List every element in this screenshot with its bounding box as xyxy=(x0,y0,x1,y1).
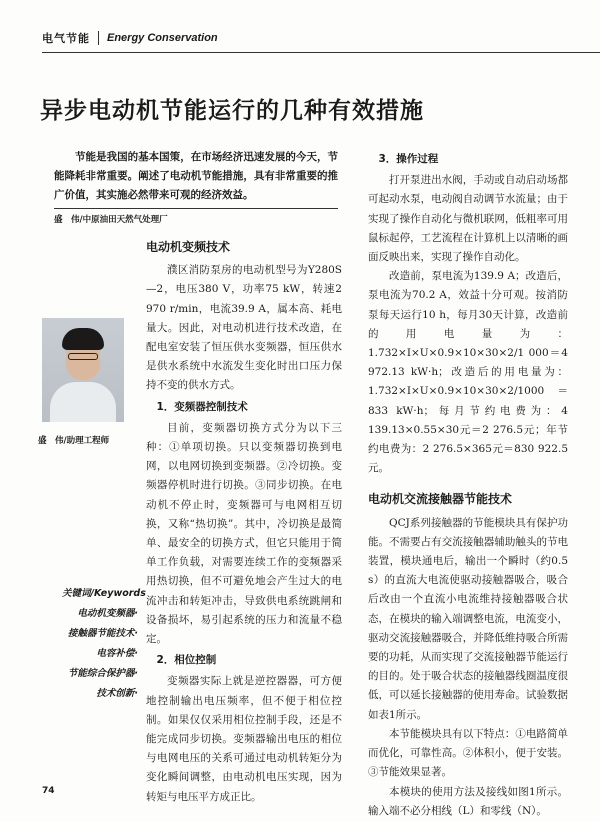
keyword-item: 节能综合保护器· xyxy=(67,668,138,679)
subsection-heading: 2．相位控制 xyxy=(156,654,217,667)
body-paragraph: QCJ系列接触器的节能模块具有保护功能。不需要占有交流接触器辅助触头的节电装置，模块通电后，输出一个瞬时（约0.5 s）的直流大电流使驱动接触器吸合，吸合后改由一个直流小电流维持接触器吸合状态，在模块的输入端调整电流，电流变小，驱动交流接触器吸合，并降低维持吸合所需要的功耗，从而实现了交流接触器节能运行的目的。处于吸合状态的接触器线圈温度很低，可以延长接触器的使用寿命。试验数据如表1所示。 xyxy=(368,516,568,721)
body-paragraph: 改造前，泵电流为139.9 A；改造后，泵电流为70.2 A，效益十分可观。按消防泵每天运行10 h，每月30天计算，改造前的用电量为：1.732×I×U×0.9×10×30×2/1 000＝4 972.13 kW·h；改造后的用电量为：1.732×I×U×0.9×10×30×2/1000＝833 kW·h；每月节约电费为：4 139.13×0.55×30元＝2 276.5元；年节约电费为：2 276.5×365元＝830 922.5元。 xyxy=(368,270,568,475)
abstract: 节能是我国的基本国策，在市场经济迅速发展的今天，节能降耗非常重要。阐述了电动机节能措施，具有非常重要的推广价值，其实施必然带来可观的经济效益。 xyxy=(54,151,338,201)
author-affiliation: 盛 伟/中原油田天然气处理厂 xyxy=(54,208,338,225)
body-paragraph: 本模块的使用方法及接线如图1所示。输入端不必分相线（L）和零线（N）。 xyxy=(368,785,568,817)
subsection-heading: 3．操作过程 xyxy=(378,153,439,165)
keywords-block xyxy=(62,584,146,704)
right-column xyxy=(368,148,568,821)
keyword-item: 接触器节能技术· xyxy=(67,628,138,639)
body-paragraph: 濮区消防泵房的电动机型号为Y280S—2，电压380 V，功率75 kW，转速2 970 r/min，电流39.9 A，属本高、耗电量大。因此，对电动机进行技术改造，在配电室安装了恒压供水变频器，恒压供水是供水系统中水流发生变化时出口压力保持不变的供水方式。 xyxy=(146,264,342,392)
keywords-label: 关键词/Keywords xyxy=(62,588,146,599)
body-paragraph: 本节能模块具有以下特点：①电路简单而优化，可靠性高。②体积小，便于安装。③节能效果显著。 xyxy=(368,727,568,779)
article-title: 异步电动机节能运行的几种有效措施 xyxy=(40,98,424,124)
subsection-heading: 1．变频器控制技术 xyxy=(156,400,248,413)
section-label-en: Energy Conservation xyxy=(107,32,218,44)
body-paragraph: 目前，变频器切换方式分为以下三种：①单项切换。只以变频器切换到电网，以电网切换到变频器。②冷切换。变频器停机时进行切换。③同步切换。在电动机不停止时，变频器可与电网相互切换，又称“热切换”。其中，冷切换是最简单、最安全的切换方式，但它只能用于简单工作负载，对需要连续工作的变频器采用热切换，但不可避免地会产生过大的电流冲击和转矩冲击，导致供电系统跳闸和设备损坏，易引起系统的压力和流量不稳定。 xyxy=(146,421,342,646)
header-rule xyxy=(42,52,600,53)
keyword-item: 电动机变频器· xyxy=(77,608,138,619)
header-divider xyxy=(98,31,99,45)
section-label-cn: 电气节能 xyxy=(42,32,90,45)
keyword-item: 技术创新· xyxy=(96,688,138,699)
author-photo-caption: 盛 伟/助理工程师 xyxy=(38,436,110,446)
page-number: 74 xyxy=(42,786,55,796)
body-paragraph: 打开泵进出水阀，手动或自动启动场都可起动水泵，电动阀自动调节水流量；由于实现了操作自动化与微机联网，低粗率可用鼠标起停，工艺流程在计算机上以清晰的画面反映出来，实现了操作自动化。 xyxy=(368,174,568,264)
running-header xyxy=(42,30,218,46)
author-photo xyxy=(42,318,124,422)
body-paragraph: 变频器实际上就是逆控器器，可方便地控制输出电压频率，但不便于相位控制。如果仅仅采用相位控制手段，还是不能完成同步切换。变频器输出电压的相位与电网电压的关系可通过电动机转矩分为变化瞬间调整，由电动机电压实现，因为转矩与电压平方成正比。 xyxy=(146,675,342,803)
keyword-item: 电容补偿· xyxy=(96,648,138,659)
section-heading: 电动机交流接触器节能技术 xyxy=(368,492,513,507)
middle-column xyxy=(146,236,342,807)
section-heading: 电动机变频技术 xyxy=(146,240,231,254)
